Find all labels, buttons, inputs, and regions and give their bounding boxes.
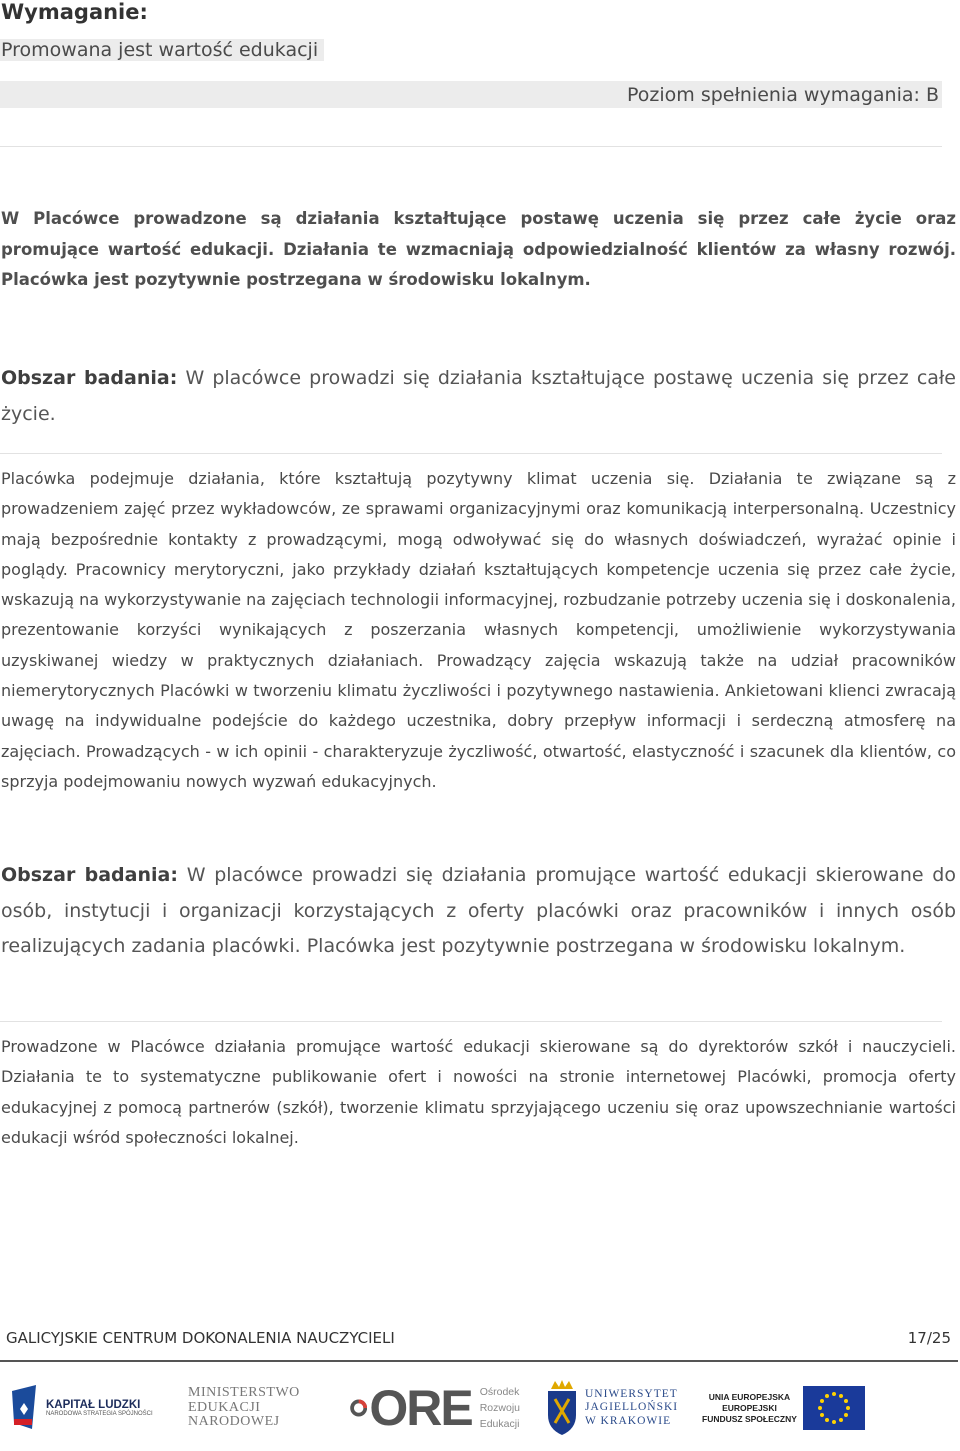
uj-line-3: W KRAKOWIE <box>585 1414 672 1427</box>
research-area-2-body: Prowadzone w Placówce działania promujące wartość edukacji skierowane są do dyrektorów szkół i nauczycieli. Działania te to systematyczne publikowanie ofert i nowości na stronie internetowej Placówki, promocja oferty edukacyjnej z pomocą partnerów (szkół), tworzenie klimatu sprzyjającego uczeniu się oraz upowszechnianie wartości edukacji wśród społeczności lokalnej. <box>1 1037 956 1147</box>
research-area-1-body: Placówka podejmuje działania, które kształtują pozytywny klimat uczenia się. Działania te związane są z prowadzeniem zajęć przez wykładowców, ze sprawami organizacyjnymi oraz komunikacją interpersonalną. Uczestnicy mają bezpośrednie kontakty z prowadzącymi, mogą odwoływać się do własnych doświadczeń, wyrażać opinie i poglądy. Pracownicy merytoryczni, jako przykłady działań kształtujących kompetencje uczenia się przez całe życie, wskazują na wykorzystywanie na zajęciach technologii informacyjnej, rozbudzanie potrzeby uczenia się i doskonalenia, prezentowanie korzyści wynikających z poszerzania własnych kompetencji, umożliwienie wykorzystywania uzyskiwanej wiedzy w praktycznych działaniach. Prowadzący zajęcia wskazują także na udział pracowników niemerytorycznych Placówki w tworzeniu klimatu życzliwości i pozytywnego nastawienia. Ankietowani klienci zwracają uwagę na indywidualne podejście do każdego uczestnika, dobry przepływ informacji i serdeczną atmosferę na zajęciach. Prowadzących - w ich opinii - charakteryzuje życzliwość, otwartość, elastyczność i szacunek dla klientów, co sprzyja podejmowaniu nowych wyzwań edukacyjnych. <box>1 469 956 791</box>
research-area-label: Obszar badania: <box>1 367 178 389</box>
uj-crest-icon <box>545 1379 579 1437</box>
research-area-title: W placówce prowadzi się działania kształtujące postawę uczenia się przez całe życie. <box>1 367 956 425</box>
uj-line-2: JAGIELLOŃSKI <box>585 1401 679 1414</box>
ue-line-1: UNIA EUROPEJSKA <box>708 1391 791 1402</box>
ue-logo <box>702 1374 867 1442</box>
requirement-label: Wymaganie: <box>1 0 148 24</box>
uj-logo <box>545 1374 685 1442</box>
uj-line-1: UNIWERSYTET <box>585 1387 678 1400</box>
ore-line-1: Ośrodek <box>479 1386 520 1398</box>
fulfillment-level-bar <box>0 81 942 108</box>
kapital-ludzki-logo <box>10 1374 170 1442</box>
eu-flag-icon <box>803 1386 865 1430</box>
ore-mark: ORE <box>369 1380 472 1436</box>
footer-organization: GALICYJSKIE CENTRUM DOKONALENIA NAUCZYCIELI <box>6 1329 395 1347</box>
divider <box>0 146 942 147</box>
divider <box>0 1021 942 1022</box>
kapital-ludzki-title: KAPITAŁ LUDZKI <box>46 1399 141 1411</box>
ore-line-3: Edukacji <box>479 1418 520 1430</box>
ue-line-2: EUROPEJSKI <box>722 1402 777 1413</box>
footer-divider <box>0 1360 958 1362</box>
fulfillment-level: Poziom spełnienia wymagania: B <box>627 84 939 106</box>
ore-line-2: Rozwoju <box>479 1402 520 1414</box>
footer-page-number: 17/25 <box>907 1329 951 1347</box>
kapital-ludzki-icon <box>10 1383 40 1433</box>
intro-summary: W Placówce prowadzone są działania kształtujące postawę uczenia się przez całe życie oraz promujące wartość edukacji. Działania te wzmacniają odpowiedzialność klientów za własny rozwój. Placówka jest pozytywnie postrzegana w środowisku lokalnym. <box>1 209 956 289</box>
ore-logo <box>350 1374 520 1442</box>
men-line-1: MINISTERSTWO <box>188 1385 300 1401</box>
research-area-1 <box>1 361 956 432</box>
divider <box>0 453 942 454</box>
men-logo <box>188 1374 308 1442</box>
men-line-3: NARODOWEJ <box>188 1414 280 1430</box>
ore-ring-icon <box>350 1387 367 1429</box>
research-area-2 <box>1 858 956 965</box>
men-line-2: EDUKACJI <box>188 1399 261 1415</box>
research-area-title: W placówce prowadzi się działania promujące wartość edukacji skierowane do osób, instytucji i organizacji korzystających z oferty placówki oraz pracowników i innych osób realizujących zadania placówki. Placówka jest pozytywnie postrzegana w środowisku lokalnym. <box>1 864 956 957</box>
research-area-label: Obszar badania: <box>1 864 178 886</box>
ue-line-3: FUNDUSZ SPOŁECZNY <box>702 1413 797 1424</box>
requirement-value: Promowana jest wartość edukacji <box>0 39 324 61</box>
kapital-ludzki-subtitle: NARODOWA STRATEGIA SPÓJNOŚCI <box>46 1411 153 1417</box>
